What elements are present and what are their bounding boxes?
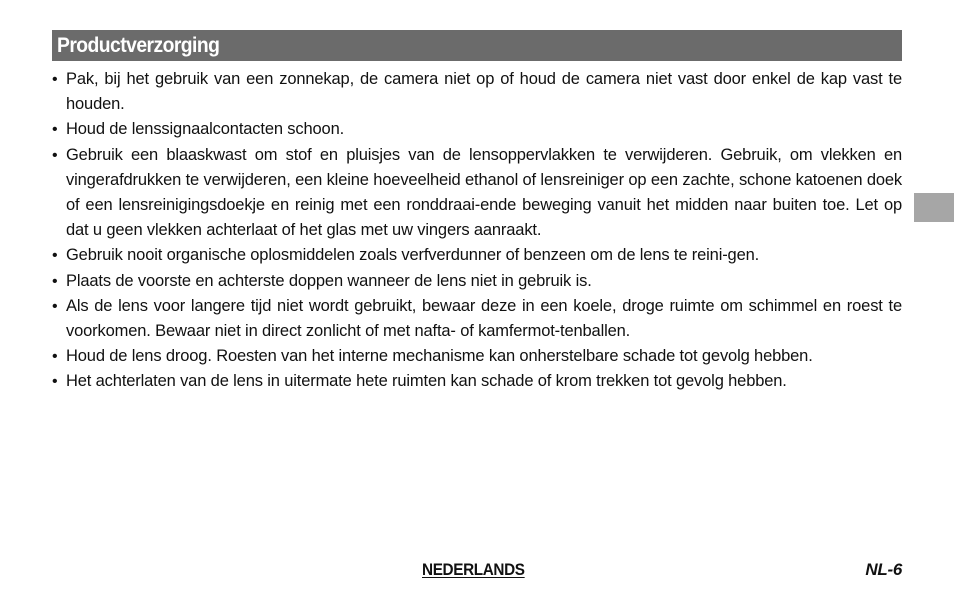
bullet-icon: • xyxy=(52,297,58,315)
page-number: NL-6 xyxy=(865,560,902,579)
section-title: Productverzorging xyxy=(57,33,220,57)
bullet-icon: • xyxy=(52,247,58,265)
language-label: NEDERLANDS xyxy=(422,560,525,579)
bullet-icon: • xyxy=(52,348,58,366)
list-item xyxy=(52,269,902,294)
bullet-icon: • xyxy=(52,121,58,139)
list-item xyxy=(52,294,902,344)
list-item-text: Houd de lens droog. Roesten van het interne mechanisme kan onherstelbare schade tot gevolg hebben. xyxy=(66,347,813,366)
list-item xyxy=(52,369,902,394)
list-item xyxy=(52,117,902,142)
list-item-text: Gebruik nooit organische oplosmiddelen zoals verfverdunner of benzeen om de lens te reini-gen. xyxy=(66,246,760,265)
section-thumb-tab xyxy=(914,193,954,222)
list-item-text: Plaats de voorste en achterste doppen wanneer de lens niet in gebruik is. xyxy=(66,271,592,290)
list-item xyxy=(52,243,902,268)
list-item-text: Als de lens voor langere tijd niet wordt gebruikt, bewaar deze in een koele, droge ruimte om schimmel en roest te voorkomen. Bewaar niet in direct zonlicht of met nafta- of kamfermot-tenballen. xyxy=(66,296,902,341)
list-item xyxy=(52,67,902,117)
list-item-text: Gebruik een blaaskwast om stof en pluisjes van de lensoppervlakken te verwijderen. Gebruik, om vlekken en vingerafdrukken te verwijderen, een kleine hoeveelheid ethanol of lensreiniger op een zachte, schone katoenen doek of een lensreinigingsdoekje en reinig met een ronddraai-ende beweging vanuit het midden naar buiten toe. Let op dat u geen vlekken achterlaat of het glas met uw vingers aanraakt. xyxy=(66,145,902,240)
list-item-text: Houd de lenssignaalcontacten schoon. xyxy=(66,120,345,139)
section-heading-bar xyxy=(52,30,902,61)
bullet-icon: • xyxy=(52,71,58,88)
list-item xyxy=(52,143,902,244)
list-item-text: Het achterlaten van de lens in uitermate hete ruimten kan schade of krom trekken tot gevolg hebben. xyxy=(66,372,787,391)
list-item xyxy=(52,344,902,369)
bullet-icon: • xyxy=(52,146,58,164)
care-instructions-list xyxy=(52,67,902,395)
bullet-icon: • xyxy=(52,272,58,290)
list-item-text: Pak, bij het gebruik van een zonnekap, de camera niet op of houd de camera niet vast door enkel de kap vast te houden. xyxy=(66,70,902,114)
page-footer xyxy=(0,560,954,584)
bullet-icon: • xyxy=(52,373,58,391)
